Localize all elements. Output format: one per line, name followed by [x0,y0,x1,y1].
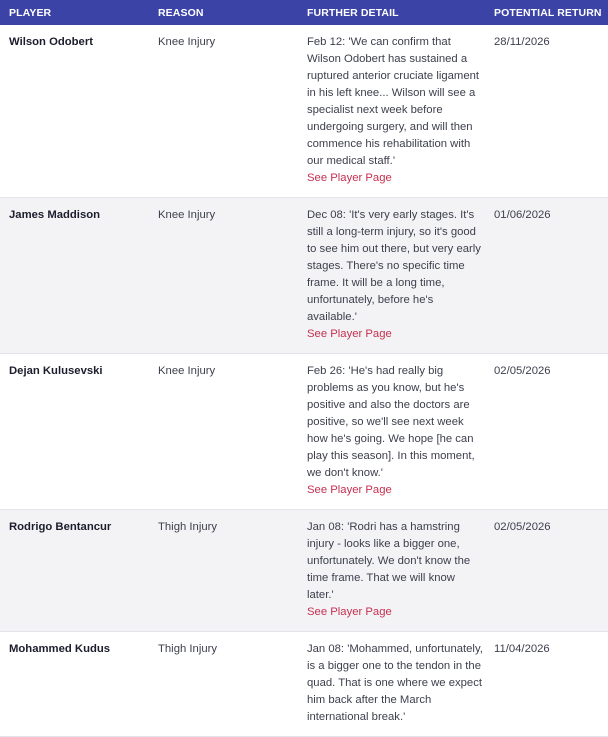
table-row [0,632,608,737]
injury-reason: Thigh Injury [149,510,298,632]
further-detail-cell [298,354,485,510]
player-name: Dejan Kulusevski [0,354,149,510]
player-name: Rodrigo Bentancur [0,510,149,632]
potential-return-date: 11/04/2026 [485,632,608,737]
further-detail-text: Dec 08: 'It's very early stages. It's still a long-term injury, so it's good to see him out there, but very early stages. There's no specific time frame. It will be a long time, unfortunately, before he's available.' [307,209,481,323]
column-header-potential-return: POTENTIAL RETURN [485,0,608,25]
injury-reason: Knee Injury [149,25,298,198]
column-header-player: PLAYER [0,0,149,25]
injury-reason: Knee Injury [149,354,298,510]
player-name: Wilson Odobert [0,25,149,198]
see-player-page-link[interactable]: See Player Page [307,484,392,496]
header-row [0,0,608,25]
further-detail-cell [298,510,485,632]
further-detail-text: Feb 12: 'We can confirm that Wilson Odobert has sustained a ruptured anterior cruciate ligament in his left knee... Wilson will see a specialist next week before undergoing surgery, and will then commence his rehabilitation with our medical staff.' [307,36,480,167]
player-name: James Maddison [0,198,149,354]
see-player-page-link[interactable]: See Player Page [307,172,392,184]
see-player-page-link[interactable]: See Player Page [307,606,392,618]
player-name: Mohammed Kudus [0,632,149,737]
further-detail-cell [298,25,485,198]
injury-reason: Knee Injury [149,198,298,354]
table-body [0,25,608,737]
column-header-further-detail: FURTHER DETAIL [298,0,485,25]
potential-return-date: 01/06/2026 [485,198,608,354]
injury-reason: Thigh Injury [149,632,298,737]
potential-return-date: 02/05/2026 [485,510,608,632]
table-row [0,198,608,354]
potential-return-date: 02/05/2026 [485,354,608,510]
further-detail-text: Feb 26: 'He's had really big problems as you know, but he's positive and also the doctors are positive, so we'll see next week how he's going. We hope [he can play this season]. In this moment, we don't know.' [307,365,475,479]
potential-return-date: 28/11/2026 [485,25,608,198]
further-detail-text: Jan 08: 'Mohammed, unfortunately, is a bigger one to the tendon in the quad. That is one where we expect him back after the March international break.' [307,643,483,723]
table-header [0,0,608,25]
table-row [0,354,608,510]
further-detail-text: Jan 08: 'Rodri has a hamstring injury - looks like a bigger one, unfortunately. We don't know the time frame. That we will know later.' [307,521,471,601]
table-row [0,510,608,632]
table-row [0,25,608,198]
see-player-page-link[interactable]: See Player Page [307,328,392,340]
further-detail-cell [298,632,485,737]
further-detail-cell [298,198,485,354]
column-header-reason: REASON [149,0,298,25]
